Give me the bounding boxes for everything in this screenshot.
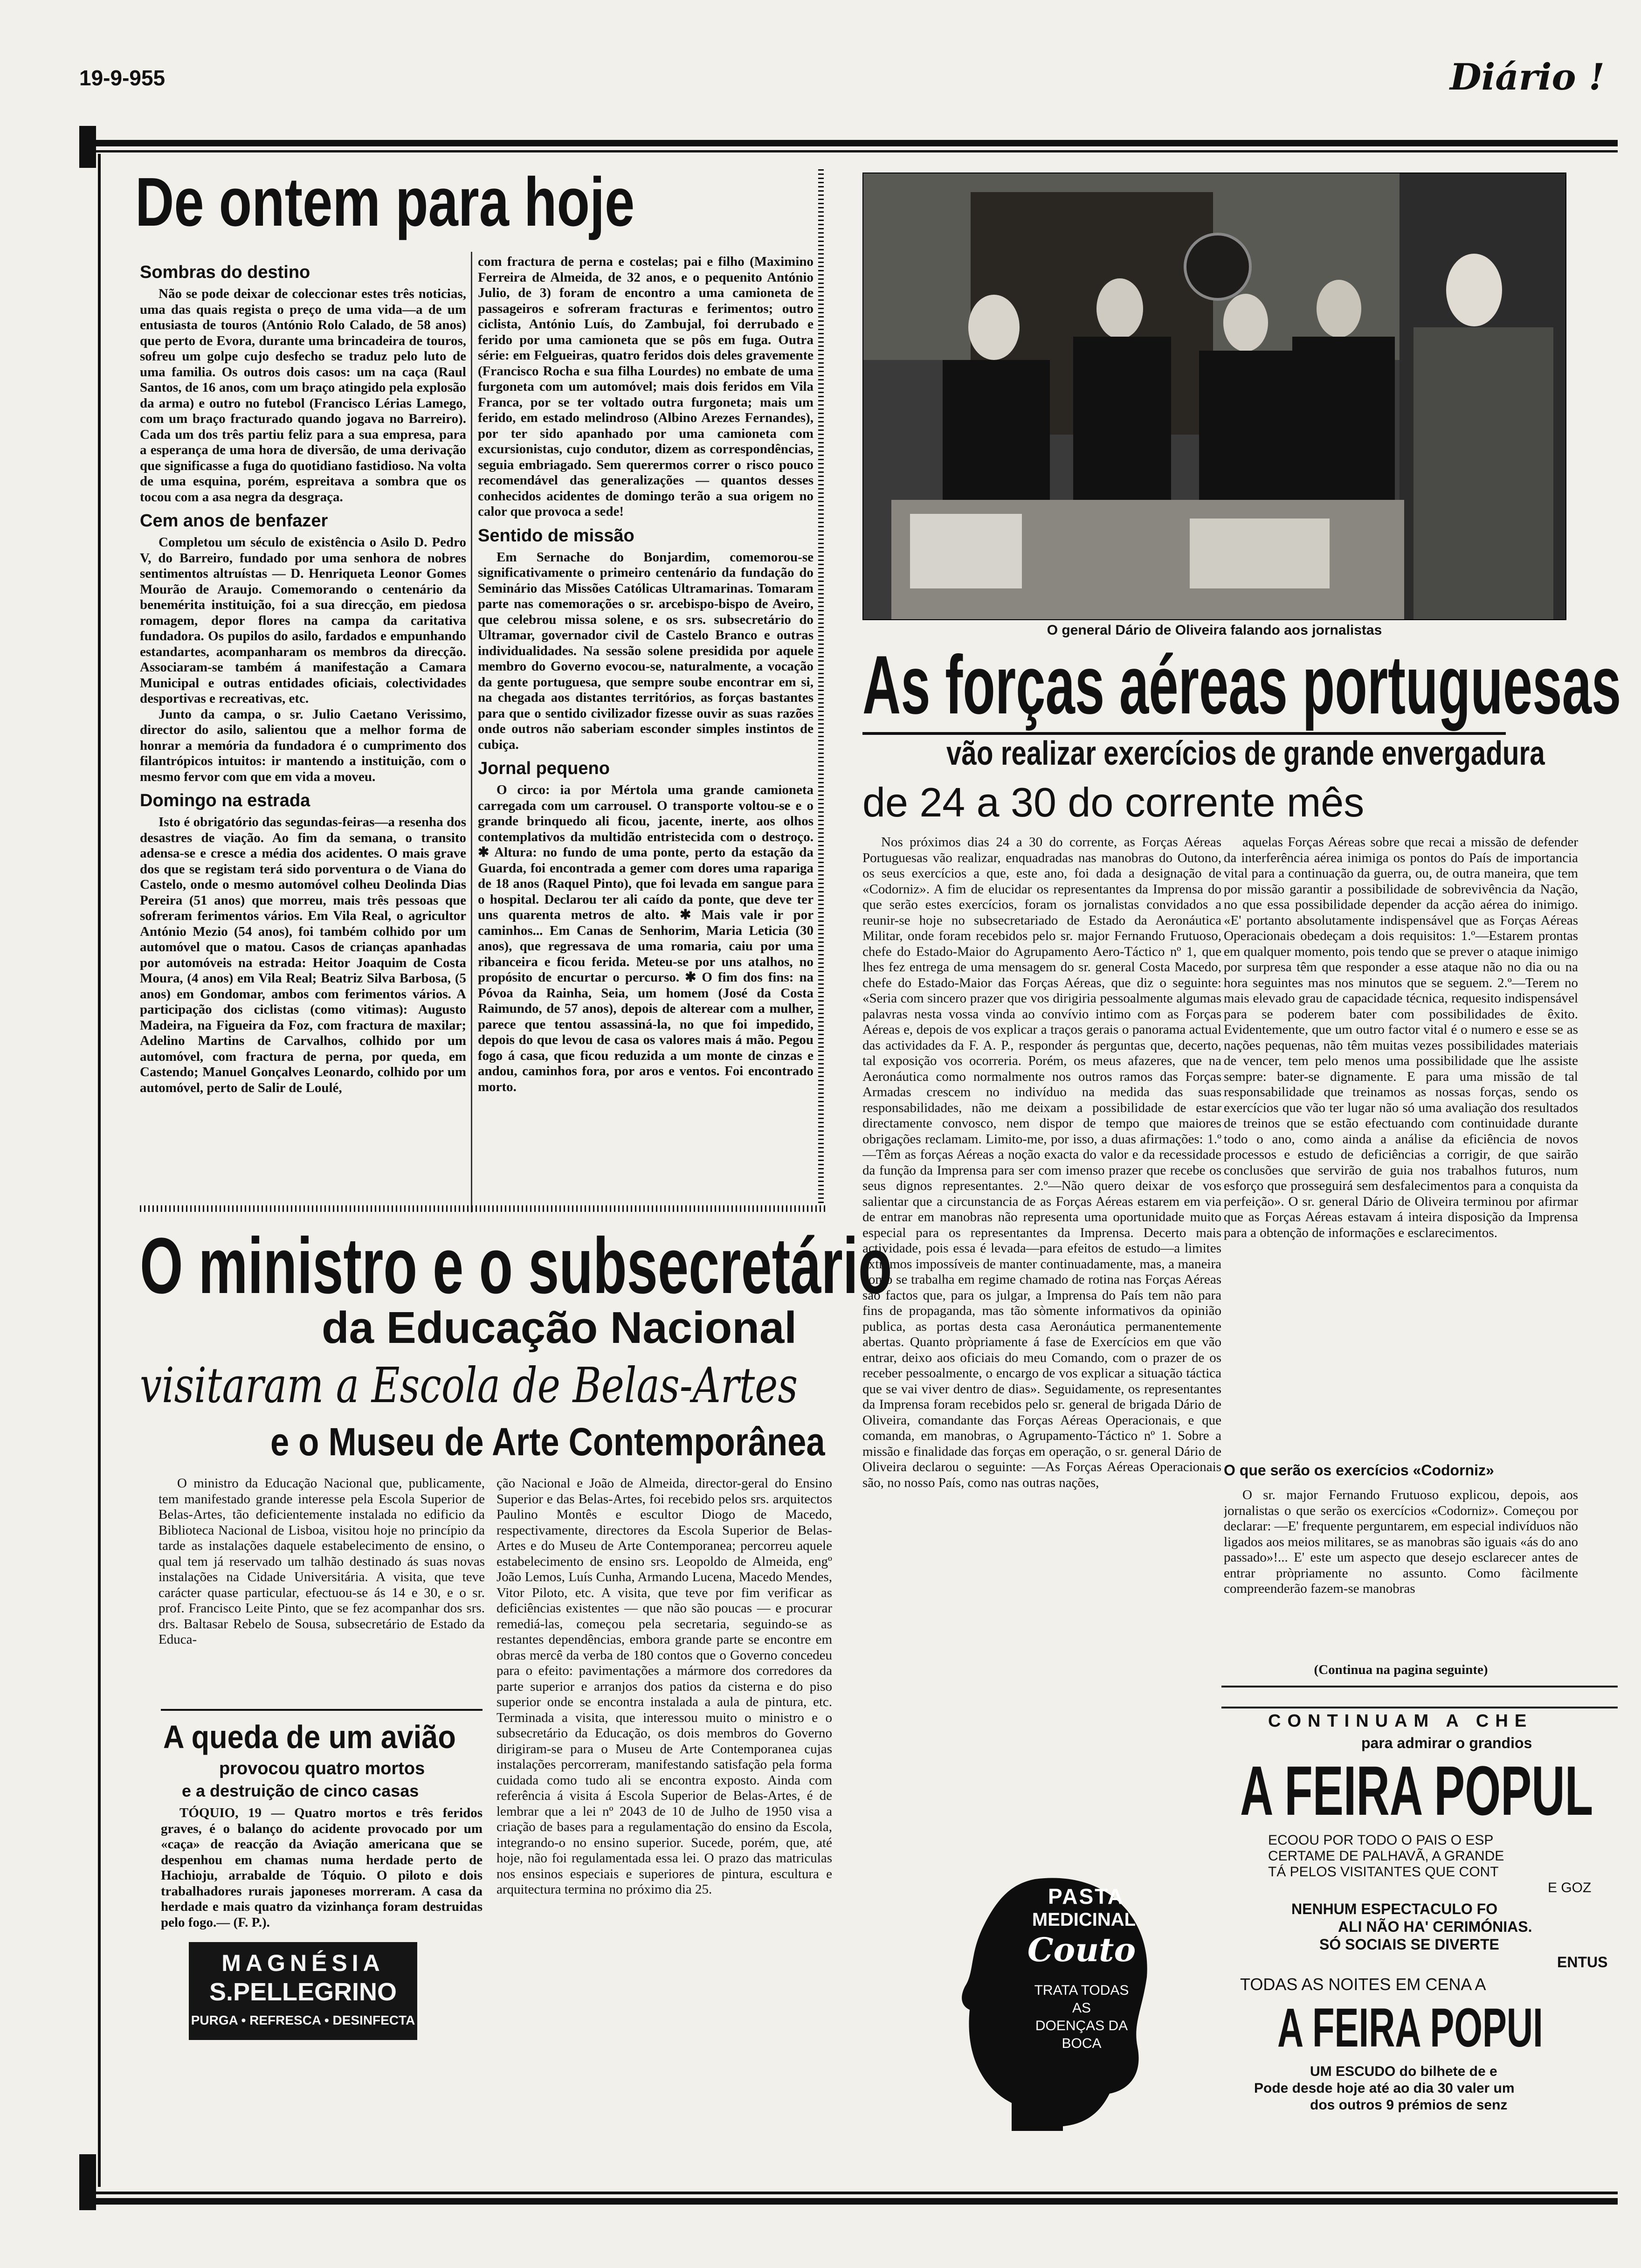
ad-feira-popular bbox=[1221, 1707, 1618, 2145]
feira-top-rule bbox=[1221, 1707, 1618, 1708]
feira-l2: CERTAME DE PALHAVÃ, A GRANDE bbox=[1268, 1848, 1504, 1864]
ministro-column-2: ção Nacional e João de Almeida, director-geral do Ensino Superior e das Belas-Artes, foi recebido pelos srs. arquitectos Paulino Montês e escultor Diogo de Macedo, respectivamente, directores da Escola Superior de Belas-Artes e do Museu de Arte Contemporanea; percorreu aquele estabelecimento de ensino srs. Leopoldo de Almeida, engº João Lemos, Luís Cunha, Armando Lucena, Macedo Mendes, Vitor Piloto, etc. A visita, que teve por fim verificar as deficiências existentes — que não são poucas — e procurar remediá-las, começou pela secretaria, seguindo-se as restantes dependências, embora grande parte se encontre em obras mercê da verba de 180 contos que o Governo concedeu para o efeito: pavimentações a mármore dos corredores da parte superior e arranjos dos patios da cisterna e do piso superior onde se encontra instalada a aula de pintura, etc. Terminada a visita, que interessou muito o ministro e o subsecretário da Educação, os dois membros do Governo dirigiram-se para o Museu de Arte Contemporanea cujas instalações percorreram, manifestando satisfação pela forma cuidada como tudo ali se encontra exposto. Ainda com referência á visita á Escola Superior de Belas-Artes, é de lembrar que a lei nº 2043 de 10 de Julho de 1950 visa a criação de bases para a regulamentação do ensino da Escola, integrando-o no ensino superior. Sucede, porém, que, até hoje, não foi regulamentada essa lei. O prazo das matriculas nos ensinos especiais e superiores de pintura, escultura e arquitectura termina no próximo dia 25. bbox=[496, 1476, 832, 1897]
feira-l9: TODAS AS NOITES EM CENA A bbox=[1240, 1975, 1486, 1994]
aviao-sub-1: provocou quatro mortos bbox=[219, 1759, 425, 1778]
forcas-column-2b: O sr. major Fernando Frutuoso explicou, depois, aos jornalistas o que serão os exercícios «Codorniz». Começou por declarar: —E' frequente perguntarem, em especial indivíduos não ligados aos meios militares, se as manobras são iguais «ás do ano passado»!... E' este um aspecto que desejo esclarecer antes de entrar pròpriamente no assunto. Como fàcilmente compreenderão fazem-se manobras bbox=[1224, 1487, 1578, 1596]
feira-l5: NENHUM ESPECTACULO FO bbox=[1291, 1901, 1498, 1917]
feira-footer bbox=[1254, 2063, 1515, 2114]
top-rule bbox=[79, 140, 1618, 146]
headline-de-ontem: De ontem para hoje bbox=[135, 164, 635, 241]
ad-pasta-line5: DOENÇAS DA bbox=[1035, 2018, 1128, 2033]
ad-magnesia-line3: PURGA • REFRESCA • DESINFECTA bbox=[191, 2013, 415, 2027]
bottom-rule-thin bbox=[79, 2192, 1618, 2194]
ad-pasta-line6: BOCA bbox=[1062, 2036, 1102, 2051]
ad-pasta-tagline bbox=[1012, 1982, 1151, 2053]
hatched-rule bbox=[140, 1205, 825, 1212]
feira-sub: para admirar o grandios bbox=[1361, 1735, 1532, 1751]
ad-magnesia-line2: S.PELLEGRINO bbox=[209, 1978, 397, 2006]
feira-l3: TÁ PELOS VISITANTES QUE CONT bbox=[1268, 1864, 1499, 1880]
feira-body-2 bbox=[1291, 1900, 1607, 1971]
ad-magnesia-line1: MAGNÉSIA bbox=[221, 1950, 385, 1976]
aviao-sub-2: e a destruição de cinco casas bbox=[182, 1781, 419, 1800]
paragraph: Isto é obrigatório das segundas-feiras—a resenha dos desastres de viação. Ao fim da semana, o transito adensa-se e cresce a média dos acidentes. O mais grave dos que se registam terá sido porventura o de Viana do Castelo, onde o mesmo automóvel colheu Deolinda Dias Pereira (51 anos) que morreu, mais três pessoas que sofreram ferimentos vários. Em Vila Real, o agricultor António Mezio (54 anos), foi também colhido por um automóvel que o matou. Casos de crianças apanhadas por automóveis na estrada: Heitor Joaquim de Costa Moura, (4 anos) em Vila Real; Beatriz Silva Barbosa, (5 anos) em Gondomar, ambos com ferimentos vários. A participação dos ciclistas (como vitimas): Augusto Madeira, na Figueira da Foz, com fractura de maxilar; Adelino Martins de Carvalhos, colhido por um automóvel, com fractura de perna, por queda, em Castendo; Manuel Gonçalves Leonardo, colhido por um automóvel, perto de Salir de Loulé, bbox=[140, 815, 466, 1095]
subhead: Cem anos de benfazer bbox=[140, 511, 328, 531]
top-rule-thin bbox=[79, 150, 1618, 152]
feira-l12: dos outros 9 prémios de senz bbox=[1310, 2097, 1508, 2113]
forcas-subhead-codorniz: O que serão os exercícios «Codorniz» bbox=[1224, 1462, 1494, 1479]
headline-museu: e o Museu de Arte Contemporânea bbox=[270, 1420, 825, 1464]
deck-exercicios: vão realizar exercícios de grande envergadura bbox=[946, 735, 1545, 772]
ad-magnesia bbox=[189, 1942, 417, 2040]
subhead: Domingo na estrada bbox=[140, 791, 310, 810]
subhead: Jornal pequeno bbox=[478, 759, 610, 778]
feira-l10: UM ESCUDO do bilhete de e bbox=[1310, 2064, 1497, 2079]
ministro-column-1: O ministro da Educação Nacional que, publicamente, tem manifestado grande interesse pela Escola Superior de Belas-Artes, tão deficientemente instalada no edificio da Biblioteca Nacional de Lisboa, visitou hoje no princípio da tarde as instalações daquele estabelecimento de ensino, o qual tem já reservado um talhão destinado ás suas novas instalações na Cidade Universitária. A visita, que teve carácter quase particular, efectuou-se ás 14 e 30, e o sr. prof. Francisco Leite Pinto, que se fez acompanhar dos srs. drs. Baltasar Rebelo de Sousa, subsecretário de Estado da Educa- bbox=[159, 1476, 485, 1647]
photo-caption: O general Dário de Oliveira falando aos jornalistas bbox=[1047, 622, 1382, 638]
aviao-top-rule bbox=[161, 1709, 483, 1711]
feira-l4: E GOZ bbox=[1548, 1880, 1592, 1895]
aviao-body: TÓQUIO, 19 — Quatro mortos e três feridos graves, é o balanço do acidente provocado por um «caça» de reacção da Aviação americana que se despenhou em chamas numa herdade perto de Hachioju, arrabalde de Tóquio. O piloto e dois trabalhadores rurais japoneses morreram. A casa da herdade e mais quatro da vizinhança foram destruidas pelo fogo.— (F. P.). bbox=[161, 1805, 483, 1930]
left-story-column-2 bbox=[478, 254, 814, 1203]
left-story-column-1 bbox=[140, 256, 466, 1203]
column-separator bbox=[471, 252, 472, 1212]
continua-rule bbox=[1221, 1686, 1618, 1687]
ad-pasta-line3: TRATA TODAS bbox=[1034, 1983, 1129, 1998]
photo-general bbox=[862, 173, 1566, 620]
headline-ministro: O ministro e o subsecretário bbox=[140, 1222, 892, 1310]
feira-top: CONTINUAM A CHE bbox=[1268, 1711, 1533, 1731]
date-line: 19-9-955 bbox=[79, 66, 165, 90]
continua-note: (Continua na pagina seguinte) bbox=[1314, 1662, 1488, 1677]
ad-pasta-line2: MEDICINAL bbox=[1032, 1909, 1136, 1930]
ad-pasta-brand: Couto bbox=[1027, 1930, 1136, 1969]
ad-pasta-line4: AS bbox=[1072, 2000, 1091, 2016]
forcas-column-1: Nos próximos dias 24 a 30 do corrente, as Forças Aéreas Portuguesas vão realizar, enquadradas nas manobras do Outono, os seus exercícios a que, este ano, foi dada a designação de «Codorniz». A fim de elucidar os representantes da Imprensa do que serão estes exercícios, foram os jornalistas convidados a reunir-se hoje no subsecretariado de Estado da Aeronáutica Militar, onde foram recebidos pelo sr. major Fernando Frutuoso, chefe do Estado-Maior do Agrupamento Aero-Táctico nº 1, que lhes fez entrega de uma mensagem do sr. general Costa Macedo, chefe do Estado-Maior das Forças Aéreas, que diz o seguinte: «Seria com sincero prazer que vos dirigiria pessoalmente algumas palavras nesta vossa vinda ao convívio intimo com as Forças Aéreas e, depois de vos explicar a traços gerais o panorama actual das actividades da F. A. P., responder ás perguntas que, decerto, tal exposição vos ocorreria. Porém, os meus afazeres, que na Aeronáutica como normalmente nos outros ramos das Forças Armadas crescem no indivíduo na medida das suas responsabilidades, não me deixam a possibilidade de estar directamente convosco, nem dispor de tempo que maiores obrigações reclamam. Limito-me, por isso, a duas afirmações: 1.º—Têm as forças Aéreas a noção exacta do valor e da recessidade da função da Imprensa para ser com imenso prazer que recebe os seus dignos representantes. 2.º—Não quero deixar de vos salientar que a circunstancia de as Forças Aéreas estarem em via de entrar em manobras não representa uma oportunidade muito especial para os representantes da Imprensa. Decerto mais actividade, pois essa é levada—para efeitos de estudo—a limites extremos impossíveis de manter continuadamente, mas, a maneira como se trabalha em regime chamado de rotina nas Forças Aéreas são factos que, para os julgar, a Imprensa do País tem não para fins de propaganda, mas tão sòmente informativos da opinião publica, as portas desta casa Aeronáutica permanentemente abertas. Quanto pròpriamente á fase de Exercícios em que vão entrar, deixo aos oficiais do meu Comando, com o prazer de os receber pessoalmente, o encargo de vos explicar a situação táctica que se vai viver dentro de dias». Seguidamente, os representantes da Imprensa foram recebidos pelo sr. general de brigada Dário de Oliveira, comandante das Forças Aéreas Operacionais, e que comanda, em manobras, o Agrupamento-Táctico nº 1. Sobre a missão e finalidade das forças em operação, o sr. general Dário de Oliveira declarou o seguinte: —As Forças Aéreas Operacionais são, no nosso País, como nas outras nações, bbox=[862, 835, 1221, 1490]
feira-title-2: A FEIRA POPUI bbox=[1277, 1997, 1543, 2059]
headline-belas-artes: visitaram a Escola de Belas-Artes bbox=[140, 1357, 798, 1414]
headline-educacao: da Educação Nacional bbox=[322, 1303, 797, 1353]
headline-aviao: A queda de um avião bbox=[163, 1719, 456, 1755]
headline-forcas-aereas: As forças aéreas portuguesas bbox=[862, 638, 1621, 731]
masthead: Diário ! bbox=[1450, 56, 1605, 98]
ad-pasta-line1: PASTA bbox=[1048, 1884, 1125, 1908]
paragraph: Completou um século de existência o Asilo D. Pedro V, do Barreiro, fundado por uma senhora de nobres sentimentos altruístas — D. Henriqueta Leonor Gomes Mourão de Araujo. Comemorando o centenário da benemérita instituição, foi a sua direcção, em piedosa romagem, depor flores na campa da caritativa fundadora. Os pupilos do asilo, fardados e empunhando estandartes, acompanharam os membros da direcção. Associaram-se também á manifestação a Camara Municipal e outras entidades oficiais, colectividades desportivas e recreativas, etc. bbox=[140, 535, 466, 706]
paragraph: O circo: ia por Mértola uma grande camioneta carregada com um carrousel. O transporte voltou-se e o grande brinquedo ali ficou, jacente, inerte, aos olhos contemplativos da multidão entristecida com o destroço. ✱ Altura: no fundo de uma ponte, perto da estação da Guarda, foi encontrada a gemer com dores uma rapariga de 18 anos (Raquel Pinto), que foi levada em sangue para o hospital. Declarou ter ali caído da ponte, que deve ter uns quarenta metros de alto. ✱ Mais vale ir por caminhos... Em Canas de Senhorim, Maria Leticia (30 anos), que regressava de uma romaria, caiu por uma ribanceira e ficou ferida. Meteu-se por uns atalhos, no propósito de encurtar o percurso. ✱ O fim dos fins: na Póvoa da Rainha, Seia, um homem (José da Costa Raimundo, de 57 anos), depois de alterear com a mulher, parece que tentou assassiná-la, no que foi impedido, depois do que levou de casa os valores mais á mão. Pegou fogo á casa, que ficou reduzida a um monte de cinzas e andou, caminhos fora, por aros e ventos. Foi encontrado morto. bbox=[478, 782, 814, 1094]
feira-l11: Pode desde hoje até ao dia 30 valer um bbox=[1254, 2081, 1515, 2096]
paragraph: Não se pode deixar de coleccionar estes três noticias, uma das quais regista o preço de uma vida—a de um entusiasta de touros (António Rolo Calado, de 58 anos) que perto de Evora, durante uma brincadeira de touros, sofreu um golpe cujo desfecho se traduz pelo luto de uma familia. Os outros dois casos: um na caça (Raul Santos, de 16 anos, com um braço atingido pela explosão da arma) e outro no futebol (Francisco Lérias Lamego, com um braço fracturado quando jogava no Barreiro). Cada um dos três partiu feliz para a sua empresa, para a esperança de uma hora de diversão, de uma derivação que significasse a fuga do quotidiano fastidioso. Na volta de uma esquina, porém, espreitava a sombra que os tocou com a asa negra da desgraça. bbox=[140, 286, 466, 505]
subhead: Sombras do destino bbox=[140, 263, 310, 282]
paragraph: Em Sernache do Bonjardim, comemorou-se significativamente o primeiro centenário da fundação do Seminário das Missões Católicas Ultramarinas. Tomaram parte nas comemorações o sr. arcebispo-bispo de Aveiro, que celebrou missa solene, e os srs. subsecretário do Ultramar, governador civil de Castelo Branco e outras individualidades. Na sessão solene presidida por aquele membro do Governo evocou-se, naturalmente, a vocação da gente portuguesa, que sempre soube encontrar em si, na chegada aos distantes territórios, as forças bastantes para que o sentido civilizador fizesse ouvir as suas razões onde outros não saberiam esconder simples instintos de cubiça. bbox=[478, 549, 814, 752]
hatched-border-right bbox=[818, 168, 824, 1203]
forcas-column-2: aquelas Forças Aéreas sobre que recai a missão de defender da interferência aérea inimiga os pontos do País de importancia vital para a continuação da guerra, ou, de outra maneira, que tem por missão garantir a possibilidade de sobrevivência da Nação, no que essa possibilidade depender da acção aérea do inimigo. «E' portanto absolutamente indispensável que as Forças Aéreas Operacionais obedeçam a dois requisitos: 1.º—Estarem prontas em qualquer momento, pois tendo que se prever o ataque inimigo por surpresa têm que responder a esse ataque não no dia ou na hora seguintes mas nos minutos que se seguem. 2.º—Terem no mais elevado grau de capacidade técnica, requesito indispensável para se poderem bater com possibilidades de êxito. Evidentemente, que um outro factor vital é o numero e esse se as nações pequenas, não têm muitas vezes possibilidades materiais de vencer, tem pelo menos uma possibilidade que lhe assiste sempre: bater-se dignamente. E para uma missão de tal responsabilidade que treinamos as nossas forças, sendo os exercícios que vão ter lugar não só uma avaliação dos resultados de treinos que se estão efectuando com continuidade durante todo o ano, como ainda a análise da eficiência de novos processos e estudo de deficiências a corrigir, de que sairão conclusões que servirão de guia nos trabalhos futuros, num esforço que prosseguirá sem desfalecimentos para a conquista da perfeição». O sr. general Dário de Oliveira terminou por afirmar que as Forças Aéreas estavam á inteira disposição da Imprensa para a obtenção de informações e esclarecimentos. bbox=[1224, 835, 1578, 1240]
margin-bar-top bbox=[79, 126, 96, 168]
feira-l8: ENTUS bbox=[1557, 1954, 1608, 1971]
photo-illustration bbox=[863, 173, 1566, 620]
feira-title: A FEIRA POPUL bbox=[1240, 1751, 1593, 1830]
feira-l6: ALI NÃO HA' CERIMÓNIAS. bbox=[1338, 1918, 1532, 1935]
feira-l1: ECOOU POR TODO O PAIS O ESP bbox=[1268, 1832, 1494, 1848]
feira-body bbox=[1268, 1832, 1591, 1896]
bottom-rule bbox=[79, 2198, 1618, 2205]
paragraph: Junto da campa, o sr. Julio Caetano Verissimo, director do asilo, salientou que a melhor forma de honrar a memória da fundadora é o cumprimento dos filantrópicos intuitos: ir mantendo a instituição, com o mesmo fervor com que em vida a moveu. bbox=[140, 706, 466, 784]
subhead: Sentido de missão bbox=[478, 526, 634, 546]
paragraph: com fractura de perna e costelas; pai e filho (Maximino Ferreira de Almeida, de 32 anos, e o pequenito António Julio, de 3) foram de encontro a uma camioneta de passageiros e sofreram fracturas e ferimentos; outro ciclista, António Luís, do Zambujal, foi derrubado e ferido por uma camioneta que se pôs em fuga. Outra série: em Felgueiras, quatro feridos dois deles gravemente (Francisco Rocha e sua filha Lourdes) no embate de uma furgoneta com um automóvel; mais dois feridos em Vila Franca, por se ter voltado outra furgoneta; mais um ferido, em estado melindroso (Albino Arezes Fernandes), por ter sido apanhado por uma camioneta com excursionistas, cujo condutor, dizem as correspondências, seguia embriagado. Sem querermos correr o risco pouco recomendável das generalizações — quantos desses conhecidos acidentes de domingo terão a sua origem no calor que provoca a sede! bbox=[478, 254, 814, 519]
feira-l7: SÓ SOCIAIS SE DIVERTE bbox=[1319, 1936, 1499, 1953]
deck-datas: de 24 a 30 do corrente mês bbox=[862, 779, 1365, 825]
ad-pasta-couto bbox=[956, 1870, 1161, 2131]
